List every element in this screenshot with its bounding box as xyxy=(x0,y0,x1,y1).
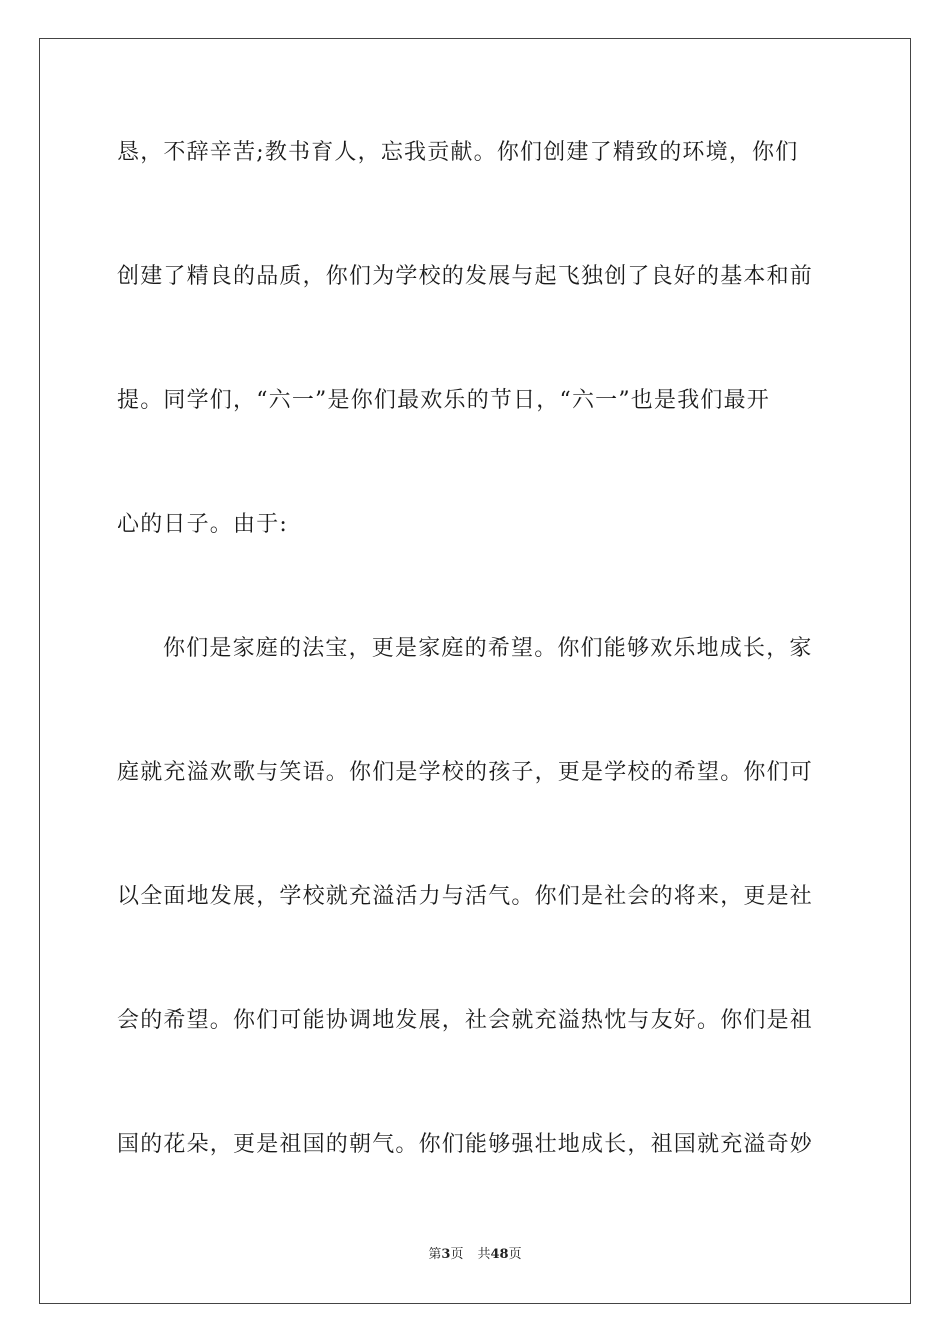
page-border xyxy=(39,38,911,1304)
total-suffix: 页 xyxy=(508,1247,522,1262)
text-line: 庭就充溢欢歌与笑语。你们是学校的孩子，更是学校的希望。你们可 xyxy=(117,760,814,785)
text-line: 恳，不辞辛苦;教书育人，忘我贡献。你们创建了精致的环境，你们 xyxy=(117,140,799,165)
paragraph-start-line: 你们是家庭的法宝，更是家庭的希望。你们能够欢乐地成长，家 xyxy=(163,636,813,661)
text-line: 以全面地发展，学校就充溢活力与活气。你们是社会的将来，更是社 xyxy=(117,884,814,909)
total-pages: 48 xyxy=(490,1247,509,1262)
total-prefix: 共 xyxy=(477,1247,491,1262)
text-line: 创建了精良的品质，你们为学校的发展与起飞独创了良好的基本和前 xyxy=(117,264,814,289)
page-prefix: 第 xyxy=(428,1247,442,1262)
text-line: 提。同学们，“六一”是你们最欢乐的节日，“六一”也是我们最开 xyxy=(117,388,770,413)
page-suffix: 页 xyxy=(450,1247,464,1262)
page-number: 3 xyxy=(441,1247,451,1262)
page-footer xyxy=(0,1246,950,1264)
text-line: 心的日子。由于: xyxy=(117,512,289,537)
text-line: 国的花朵，更是祖国的朝气。你们能够强壮地成长，祖国就充溢奇妙 xyxy=(117,1132,814,1157)
text-line: 会的希望。你们可能协调地发展，社会就充溢热忱与友好。你们是祖 xyxy=(117,1008,814,1033)
